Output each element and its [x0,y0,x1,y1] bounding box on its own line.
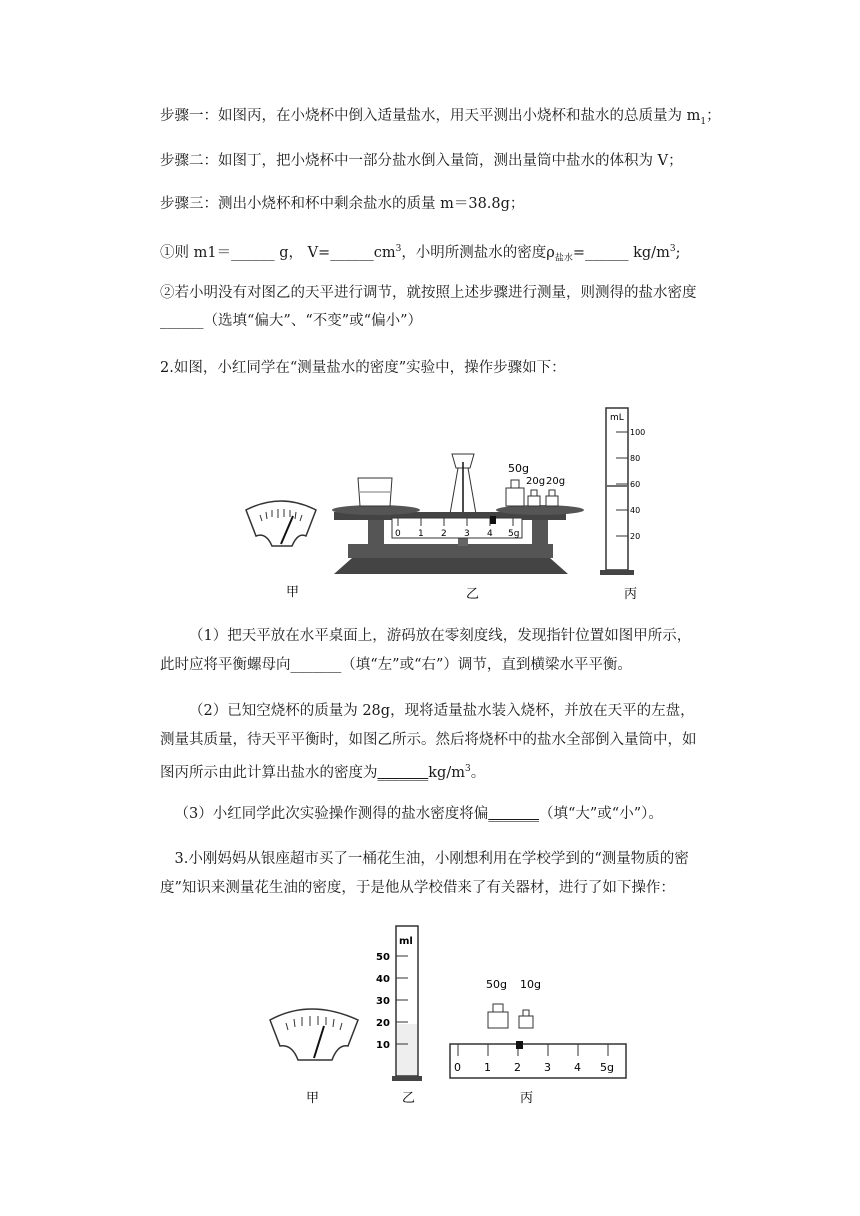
q3-label-yi: 乙 [402,1091,416,1106]
q3-cyl-tick-20: 20 [376,1018,390,1029]
q3-cyl-tick-10: 10 [376,1040,390,1051]
q2-cyl-tick-60: 60 [630,480,641,489]
q3-weight-10g: 10g [520,978,541,991]
q1-step1-sub: 1 [700,116,707,127]
q3-fig-cylinder [376,926,422,1081]
q3-scale-tick-3: 3 [544,1061,551,1074]
q2-label-bing: 丙 [624,587,638,602]
q2-weight-20g-b: 20g [546,476,566,487]
q3-cyl-tick-30: 30 [376,996,390,1007]
q2-cyl-tick-80: 80 [630,454,641,463]
q1-step2: 步骤二：如图丁，把小烧杯中一部分盐水倒入量筒，测出量筒中盐水的体积为 V； [160,153,683,169]
q2-scale-tick-2: 2 [441,529,447,539]
q3-cyl-tick-50: 50 [376,952,390,963]
q2-p1: （1）把天平放在水平桌面上，游码放在零刻度线，发现指针位置如图甲所示，此时应将平衡螺母向_______（填“左”或“右”）调节，直到横梁水平平衡。 [160,628,692,673]
q3-scale-tick-0: 0 [454,1061,461,1074]
q3-figure [262,920,632,1110]
q3-scale-tick-4: 4 [574,1061,581,1074]
q2-scale-tick-5: 5g [508,529,520,539]
q2-p2: （2）已知空烧杯的质量为 28g，现将适量盐水装入烧杯，并放在天平的左盘，测量其质量，待天平平衡时，如图乙所示。然后将烧杯中的盐水全部倒入量筒中，如图丙所示由此计算出盐水的密度为$\_\_\_\_\_\_\_kg/m^3$。 [160,703,697,781]
q3-intro: 3.小刚妈妈从银座超市买了一桶花生油，小刚想利用在学校学到的“测量物质的密度”知识来测量花生油的密度，于是他从学校借来了有关器材，进行了如下操作： [160,851,689,896]
q3-scale-tick-1: 1 [484,1061,491,1074]
q2-cyl-tick-100: 100 [630,428,646,437]
q2-p2-blank: _______ [377,764,429,781]
q1-step1: 步骤一：如图丙，在小烧杯中倒入适量盐水，用天平测出小烧杯和盐水的总质量为 $m_1$； [160,108,721,127]
q3-cylinder-unit: ml [399,936,413,947]
q1-blank2-line2: ______（选填“偏大”、“不变”或“偏小”） [160,313,422,329]
q2-label-jia: 甲 [286,585,300,600]
q3-label-jia: 甲 [306,1091,320,1106]
q2-figure [238,396,658,608]
q2-p3-blank: _______ [488,806,539,822]
q2-fig-cylinder [600,408,645,575]
q2-cyl-tick-20: 20 [630,532,641,541]
q3-scale-tick-2: 2 [514,1061,521,1074]
q2-scale-tick-1: 1 [418,529,424,539]
q1-step3: 步骤三：测出小烧杯和杯中剩余盐水的质量 m＝38.8g； [160,196,525,212]
q2-scale-tick-4: 4 [487,529,493,539]
q1-blank1: ①则 m1＝______ g， $V=\_\_\_\_\_\_cm^3$，小明所测盐水的密度$\rho_{盐水}=\_\_\_\_\_\_$ $kg/m^3$; [160,244,681,264]
q2-label-yi: 乙 [466,587,480,602]
q2-fig-balance [332,454,584,574]
q3-scale-tick-5: 5g [600,1061,614,1074]
q2-fig-pointer-dial [246,501,316,546]
q2-intro: 2.如图，小红同学在“测量盐水的密度”实验中，操作步骤如下： [160,360,566,376]
q3-weight-50g: 50g [486,978,507,991]
q2-cylinder-unit: mL [610,413,624,423]
q3-fig-weights-scale [450,978,626,1078]
q3-label-bing: 丙 [520,1091,534,1106]
q2-scale-tick-3: 3 [464,529,470,539]
q2-scale-tick-0: 0 [395,529,401,539]
q3-cyl-tick-40: 40 [376,974,390,985]
q2-weight-20g-a: 20g [526,476,546,487]
q2-weight-50g: 50g [508,462,529,475]
q3-fig-pointer-dial [270,1009,358,1060]
q2-cyl-tick-40: 40 [630,506,641,515]
q1-blank2-line1: ②若小明没有对图乙的天平进行调节，就按照上述步骤进行测量，则测得的盐水密度 [160,285,697,301]
q2-p3: （3）小红同学此次实验操作测得的盐水密度将偏_______（填“大”或“小”）。 [174,806,663,822]
